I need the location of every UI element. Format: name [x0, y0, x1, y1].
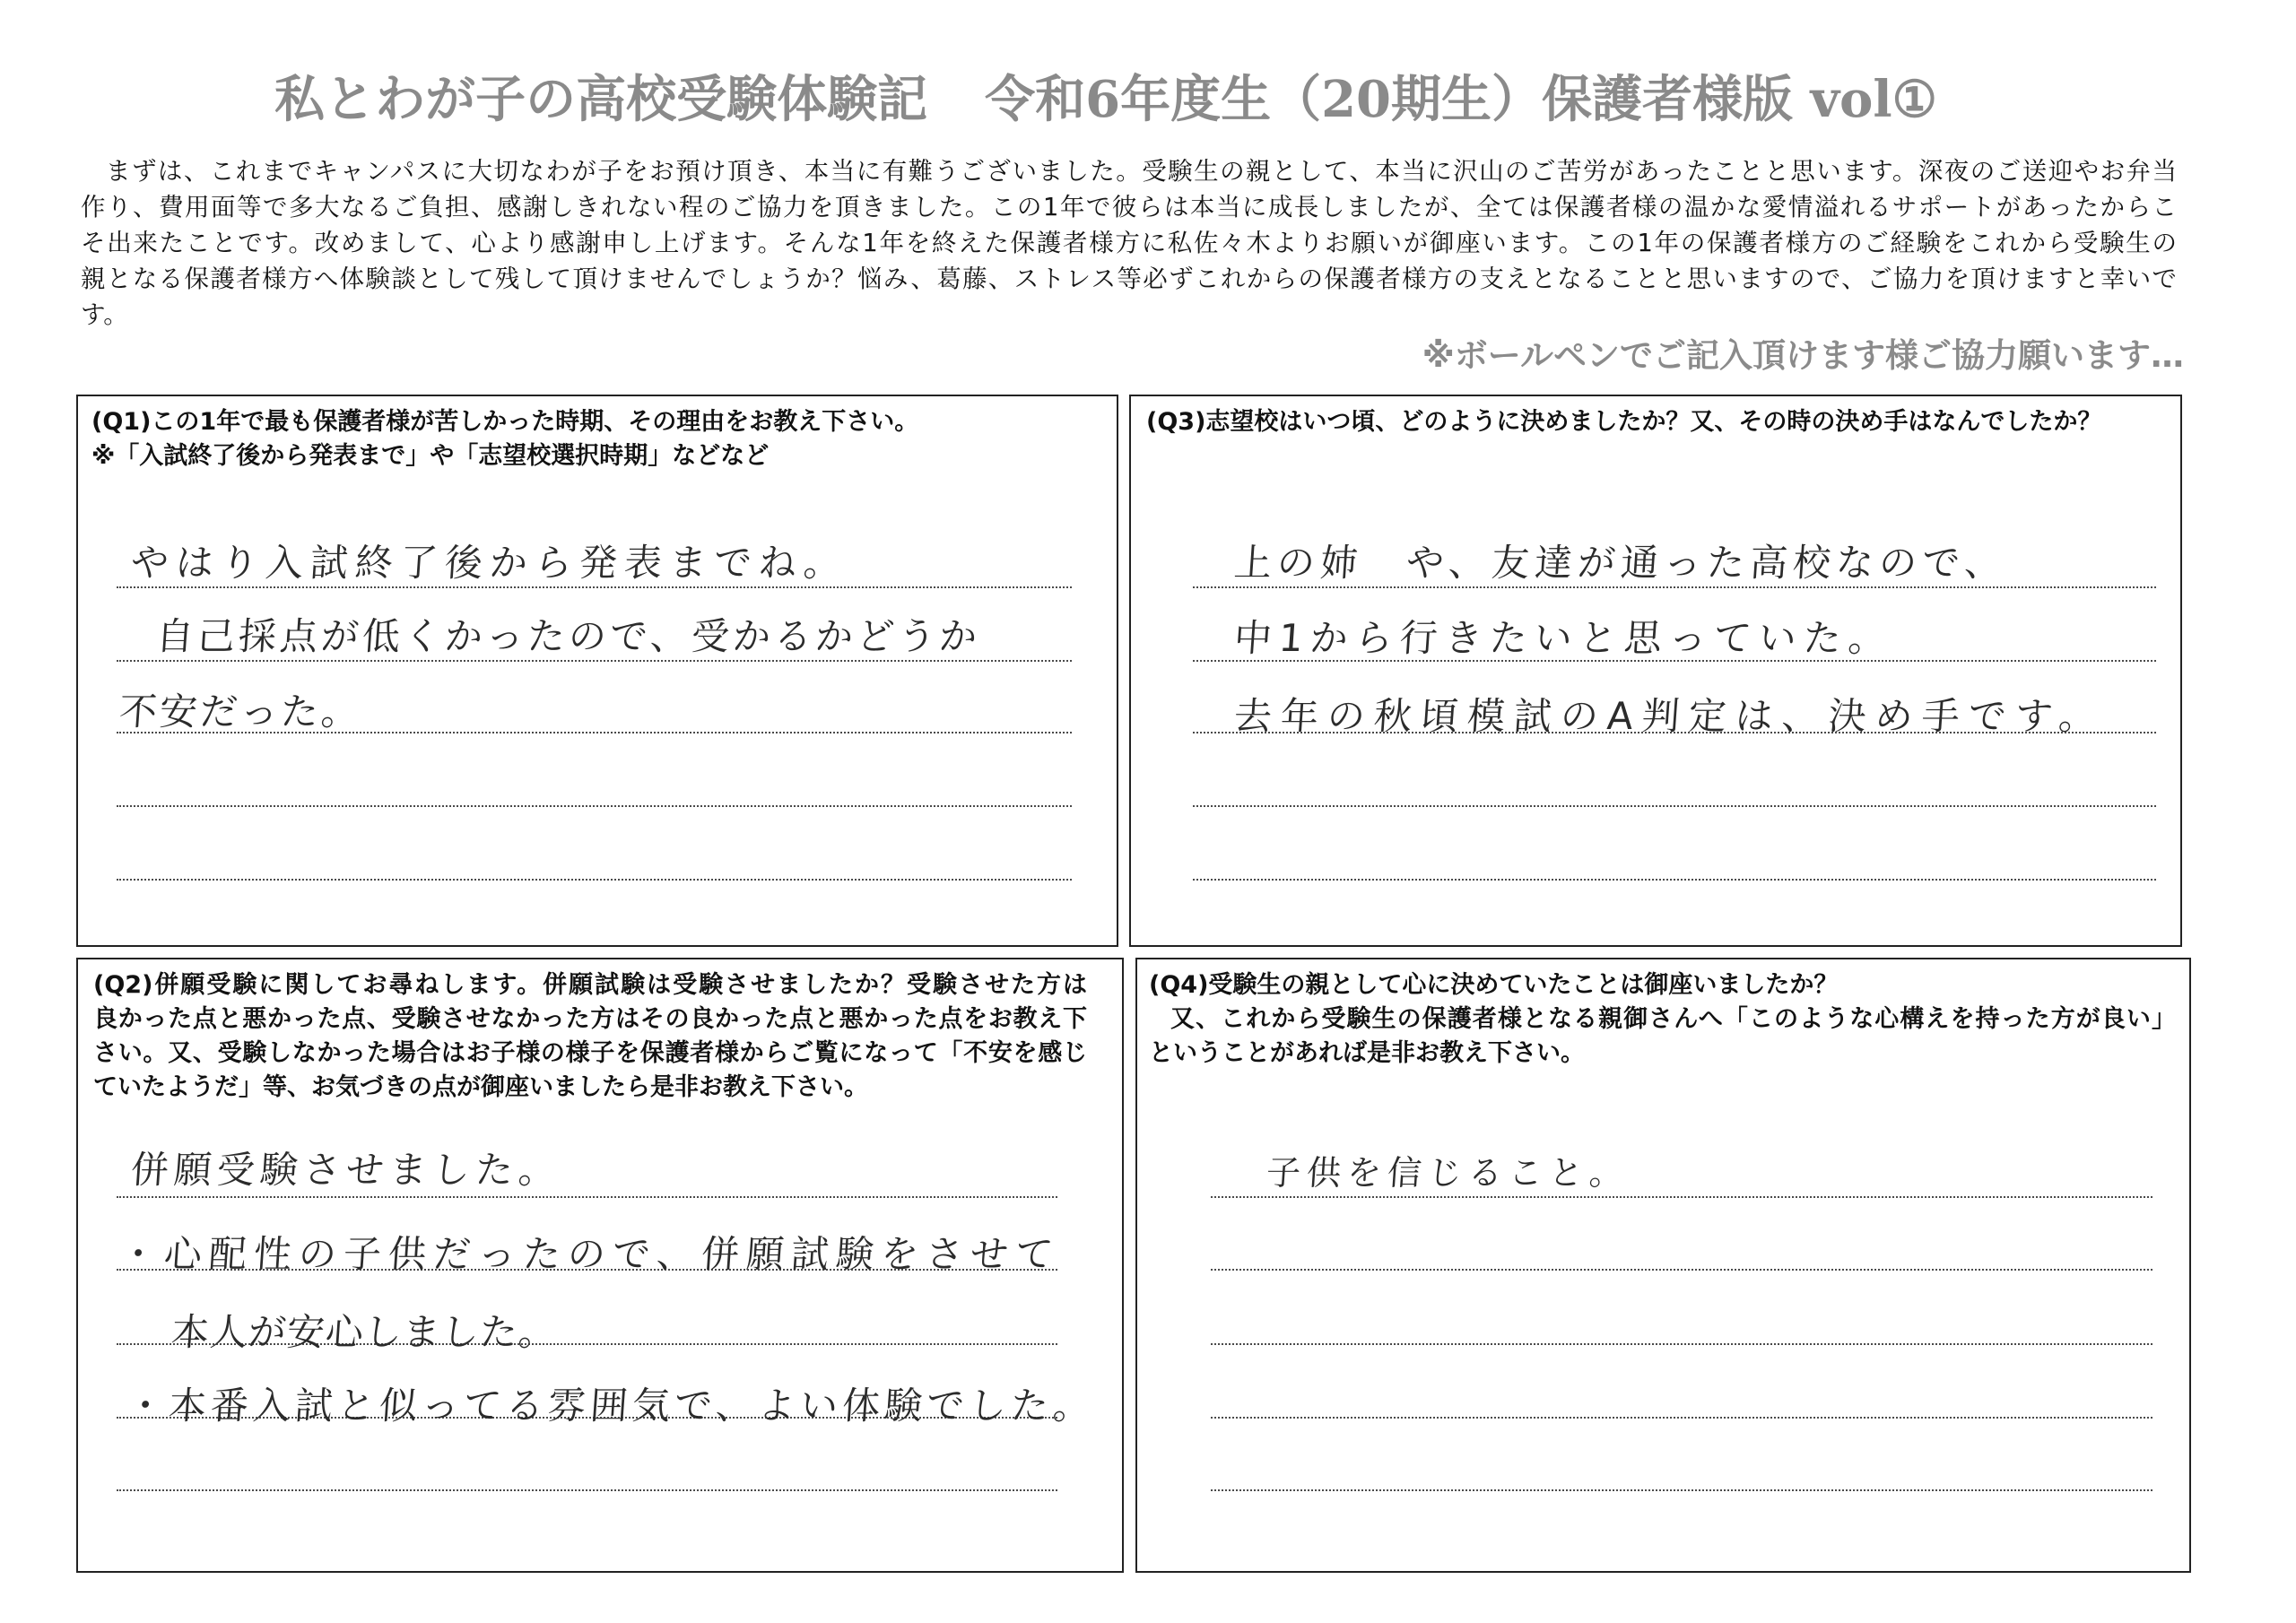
- answer-rule-line: [1193, 586, 2156, 588]
- answer-rule-line: [117, 586, 1072, 588]
- answer-rule-line: [1211, 1196, 2152, 1198]
- answer-rule-line: [1193, 879, 2156, 881]
- question-prompt-line: さい。又、受験しなかった場合はお子様の様子を保護者様からご覧になって「不安を感じ: [93, 1039, 1087, 1067]
- handwritten-answer-line: ・本番入試と似ってる雰囲気で、よい体験でした。: [125, 1384, 1097, 1428]
- title-main: 私とわが子の高校受験体験記: [274, 70, 928, 129]
- handwritten-answer-line: 併願受験させました。: [129, 1148, 563, 1192]
- handwritten-answer-line: 去年の秋頃模試のA判定は、決め手です。: [1232, 694, 2108, 738]
- question-prompt-line: ということがあれば是非お教え下さい。: [1149, 1039, 1585, 1067]
- answer-rule-line: [117, 1196, 1057, 1198]
- answer-rule-line: [117, 879, 1072, 881]
- answer-rule-line: [1211, 1489, 2152, 1491]
- question-prompt-line: 良かった点と悪かった点、受験させなかった方はその良かった点と悪かった点をお教え下: [93, 1005, 1087, 1033]
- question-prompt: [93, 968, 1087, 1105]
- question-prompt: [1149, 968, 2176, 1071]
- question-prompt-line: 又、これから受験生の保護者様となる親御さんへ「このような心構えを持った方が良い」: [1170, 1005, 2176, 1033]
- answer-rule-line: [117, 660, 1072, 662]
- intro-paragraph: [81, 153, 2177, 333]
- question-prompt-line: (Q1)この1年で最も保護者様が苦しかった時期、その理由をお教え下さい。: [91, 408, 919, 436]
- intro-line: す。: [81, 300, 128, 329]
- question-box-q4: [1135, 958, 2191, 1573]
- page-title: [0, 68, 2212, 131]
- intro-line: そ出来たことです。改めまして、心より感謝申し上げます。そんな1年を終えた保護者様方に私佐々木よりお願いが御座います。この1年の保護者様方のご経験をこれから受験生の: [81, 229, 2177, 257]
- handwritten-answer-line: 子供を信じること。: [1265, 1153, 1631, 1193]
- handwritten-answer-line: 上の姉 や、友達が通った高校なので、: [1232, 541, 2010, 585]
- handwritten-answer-line: 自己採点が低くかったので、受かるかどうか: [154, 614, 982, 658]
- question-prompt: [1146, 405, 2101, 439]
- handwritten-answer-line: ・心配性の子供だったので、併願試験をさせて: [117, 1232, 1062, 1276]
- intro-line: 作り、費用面等で多大なるご負担、感謝しきれない程のご協力を頂きました。この1年で彼らは本当に成長しましたが、全ては保護者様の温かな愛情溢れるサポートがあったからこ: [81, 193, 2177, 221]
- answer-rule-line: [1193, 805, 2156, 807]
- handwritten-answer-line: 本人が安心しました。: [170, 1310, 559, 1354]
- question-prompt-line: ※「入試終了後から発表まで」や「志望校選択時期」などなど: [91, 442, 770, 470]
- question-prompt-line: (Q2)併願受験に関してお尋ねします。併願試験は受験させましたか？受験させた方は: [93, 971, 1087, 999]
- question-prompt-line: ていたようだ」等、お気づきの点が御座いましたら是非お教え下さい。: [93, 1073, 868, 1101]
- handwritten-answer-line: やはり入試終了後から発表までね。: [129, 541, 850, 585]
- answer-rule-line: [1211, 1269, 2152, 1271]
- intro-line: 親となる保護者様方へ体験談として残して頂けませんでしょうか？悩み、葛藤、ストレス等必ずこれからの保護者様方の支えとなることと思いますので、ご協力を頂けますと幸いで: [81, 265, 2177, 293]
- answer-rule-line: [1211, 1417, 2152, 1419]
- question-prompt: [91, 405, 918, 473]
- question-box-q1: [76, 395, 1118, 947]
- title-edition: 令和6年度生（20期生）保護者様版 vol①: [985, 70, 1937, 129]
- handwritten-answer-line: 中1から行きたいと思っていた。: [1232, 616, 1895, 660]
- intro-line: まずは、これまでキャンパスに大切なわが子をお預け頂き、本当に有難うございました。受験生の親として、本当に沢山のご苦労があったことと思います。深夜のご送迎やお弁当: [106, 157, 2177, 186]
- ballpoint-pen-note: ※ボールペンでご記入頂けます様ご協力願います…: [1422, 336, 2184, 375]
- question-box-q3: [1129, 395, 2182, 947]
- question-prompt-line: (Q3)志望校はいつ頃、どのように決めましたか？又、その時の決め手はなんでしたか？: [1146, 408, 2102, 436]
- handwritten-answer-line: 不安だった。: [117, 690, 363, 733]
- answer-rule-line: [117, 805, 1072, 807]
- answer-rule-line: [1211, 1343, 2152, 1345]
- question-box-q2: [76, 958, 1124, 1573]
- question-prompt-line: (Q4)受験生の親として心に決めていたことは御座いましたか？: [1149, 971, 1839, 999]
- answer-rule-line: [117, 1489, 1057, 1491]
